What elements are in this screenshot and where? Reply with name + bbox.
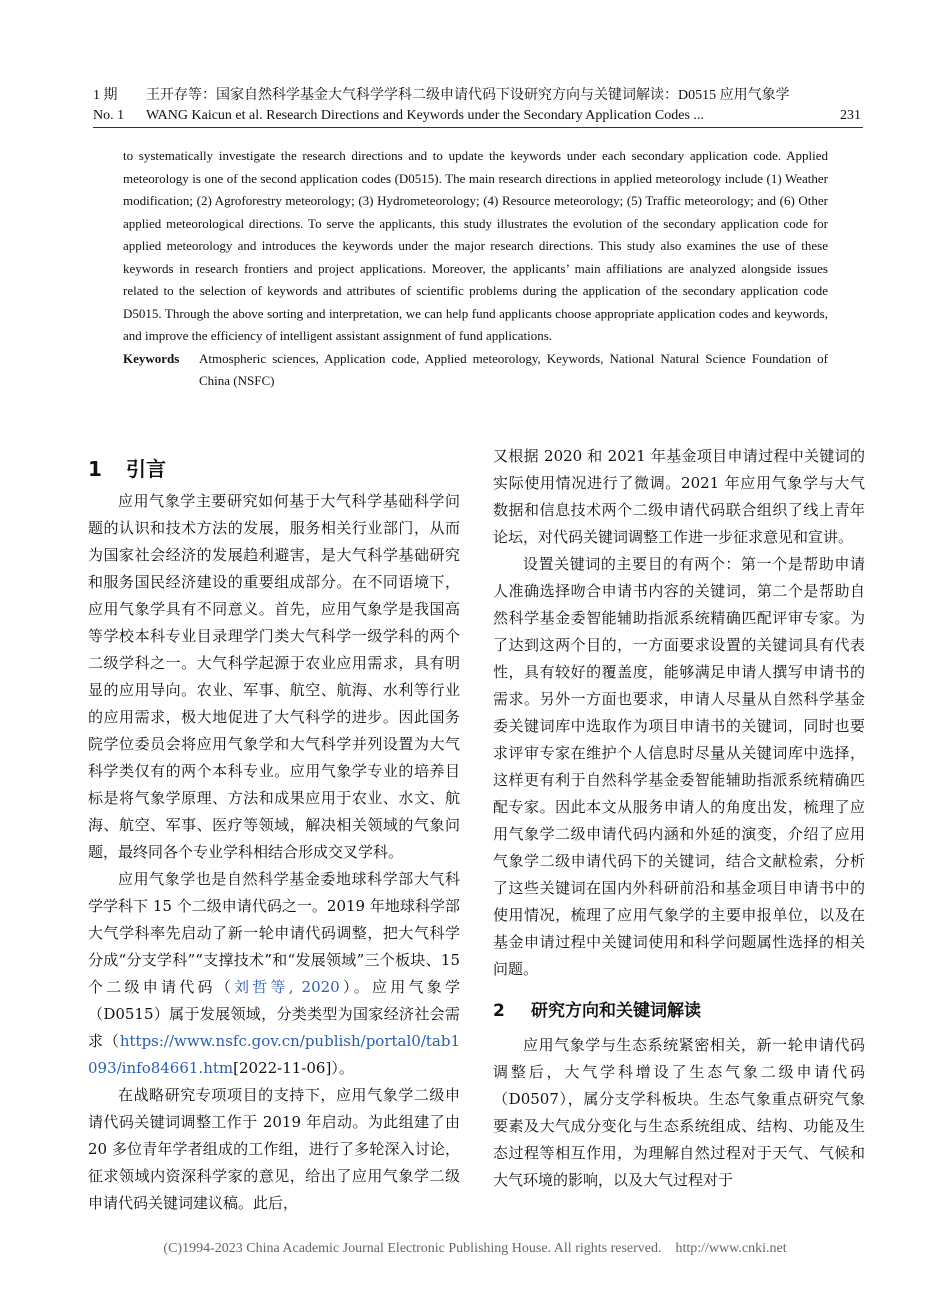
page-footer	[0, 1241, 950, 1257]
section-2-paragraph-1: 应用气象学与生态系统紧密相关，新一轮申请代码调整后，大气学科增设了生态气象二级申请代码（D0507），属分支学科板块。生态气象重点研究气象要素及大气成分变化与生态系统组成、结构、功能及生态过程等相互作用，为理解自然过程对于天气、气候和大气环境的影响，以及大气过程对于	[493, 1036, 865, 1189]
footer-url[interactable]: http://www.cnki.net	[675, 1241, 787, 1256]
section-1-paragraph-4: 设置关键词的主要目的有两个：第一个是帮助申请人准确选择吻合申请书内容的关键词，第二个是帮助自然科学基金委智能辅助指派系统精确匹配评审专家。为了达到这两个目的，一方面要求设置的关键词具有代表性，具有较好的覆盖度，能够满足申请人撰写申请书的需求。另外一方面也要求，申请人尽量从自然科学基金委关键词库中选取作为项目申请书的关键词，同时也要求评审专家在维护个人信息时尽量从关键词库中选择，这样更有利于自然科学基金委智能辅助指派系统精确匹配专家。因此本文从服务申请人的角度出发，梳理了应用气象学二级申请代码内涵和外延的演变，介绍了应用气象学二级申请代码下的关键词，结合文献检索，分析了这些关键词在国内外科研前沿和基金项目申请书中的使用情况，梳理了应用气象学的主要申报单位，以及在基金申请过程中关键词使用和科学问题属性选择的相关问题。	[493, 555, 865, 978]
paragraph-2-text-b: ）。应用气象学（D0515）属于发展领域，分类类型为国家经济社会需求（	[88, 978, 460, 1050]
abstract-text: to systematically investigate the research directions and to update the keywords under each secondary application code. Applied meteorology is one of the second application codes (D0515). The main research directions in applied meteorology include (1) Weather modification; (2) Agroforestry meteorology; (3) Hydrometeorology; (4) Resource meteorology; (5) Traffic meteorology; and (6) Other applied meteorological directions. To serve the applicants, this study illustrates the evolution of the secondary application code for applied meteorology and introduces the keywords under the major research directions. This study also examines the use of these keywords in research frontiers and project applications. Moreover, the applicants’ main affiliations are analyzed alongside issues related to the selection of keywords and attributes of scientific problems during the application of the secondary application code D5015. Through the above sorting and interpretation, we can help fund applicants choose appropriate application codes and keywords, and improve the efficiency of intelligent assistant assignment of fund applications.	[123, 148, 828, 343]
section-2-heading	[493, 996, 865, 1026]
section-1-paragraph-3-continued: 又根据 2020 和 2021 年基金项目申请过程中关键词的实际使用情况进行了微调。2021 年应用气象学与大气数据和信息技术两个二级申请代码联合组织了线上青年论坛，对代码关键词调整工作进一步征求意见和宣讲。	[493, 447, 865, 546]
section-1-paragraph-3: 在战略研究专项项目的支持下，应用气象学二级申请代码关键词调整工作于 2019 年启动。为此组建了由 20 多位青年学者组成的工作组，进行了多轮深入讨论，征求领域内资深科学家的意见，给出了应用气象学二级申请代码关键词建议稿。此后，	[88, 1086, 460, 1212]
keywords-text: Atmospheric sciences, Application code, Applied meteorology, Keywords, National Natural Science Foundation of China (NSFC)	[199, 350, 828, 388]
running-header-en	[93, 106, 861, 126]
keywords-row	[123, 348, 828, 393]
footer-copyright: (C)1994-2023 China Academic Journal Electronic Publishing House. All rights reserved.	[163, 1241, 662, 1256]
section-2-number: 2	[493, 1001, 505, 1021]
section-1-heading	[88, 452, 460, 486]
running-title-cn: 王开存等：国家自然科学基金大气科学学科二级申请代码下设研究方向与关键词解读：D0515 应用气象学	[146, 88, 790, 103]
running-header	[93, 86, 861, 126]
section-1-title: 引言	[126, 457, 166, 481]
paragraph-2-text-c: [2022-11-06]）。	[233, 1059, 354, 1077]
nsfc-url-link[interactable]: https://www.nsfc.gov.cn/publish/portal0/tab1093/info84661.htm	[88, 1032, 460, 1077]
section-1-paragraph-2	[88, 866, 460, 1082]
page-number: 231	[840, 108, 861, 123]
running-title-en: WANG Kaicun et al. Research Directions and Keywords under the Secondary Application Codes ...	[146, 108, 704, 123]
issue-en: No. 1	[93, 108, 125, 123]
paragraph-2-text-a: 应用气象学也是自然科学基金委地球科学部大气科学学科下 15 个二级申请代码之一。2019 年地球科学部大气学科率先启动了新一轮申请代码调整，把大气科学分成“分支学科”“支撑技术”和“发展领域”三个板块、15 个二级申请代码（	[88, 870, 460, 996]
issue-cn: 1 期	[93, 88, 118, 103]
section-2-title: 研究方向和关键词解读	[531, 1001, 701, 1021]
header-rule	[93, 127, 863, 128]
english-abstract	[123, 145, 828, 393]
keywords-label: Keywords	[123, 350, 180, 366]
section-1-number: 1	[88, 457, 102, 481]
right-column	[493, 443, 865, 1194]
left-column	[88, 452, 460, 1217]
running-header-cn	[93, 86, 861, 106]
section-1-paragraph-1: 应用气象学主要研究如何基于大气科学基础科学问题的认识和技术方法的发展，服务相关行业部门，从而为国家社会经济的发展趋利避害，是大气科学基础研究和服务国民经济建设的重要组成部分。在不同语境下，应用气象学具有不同意义。首先，应用气象学是我国高等学校本科专业目录理学门类大气科学一级学科的两个二级学科之一。大气科学起源于农业应用需求，具有明显的应用导向。农业、军事、航空、航海、水利等行业的应用需求，极大地促进了大气科学的进步。因此国务院学位委员会将应用气象学和大气科学并列设置为大气科学类仅有的两个本科专业。应用气象学专业的培养目标是将气象学原理、方法和成果应用于农业、水文、航海、航空、军事、医疗等领域，解决相关领域的气象问题，最终同各个专业学科相结合形成交叉学科。	[88, 492, 460, 861]
citation-link[interactable]: 刘哲等, 2020	[234, 978, 340, 996]
